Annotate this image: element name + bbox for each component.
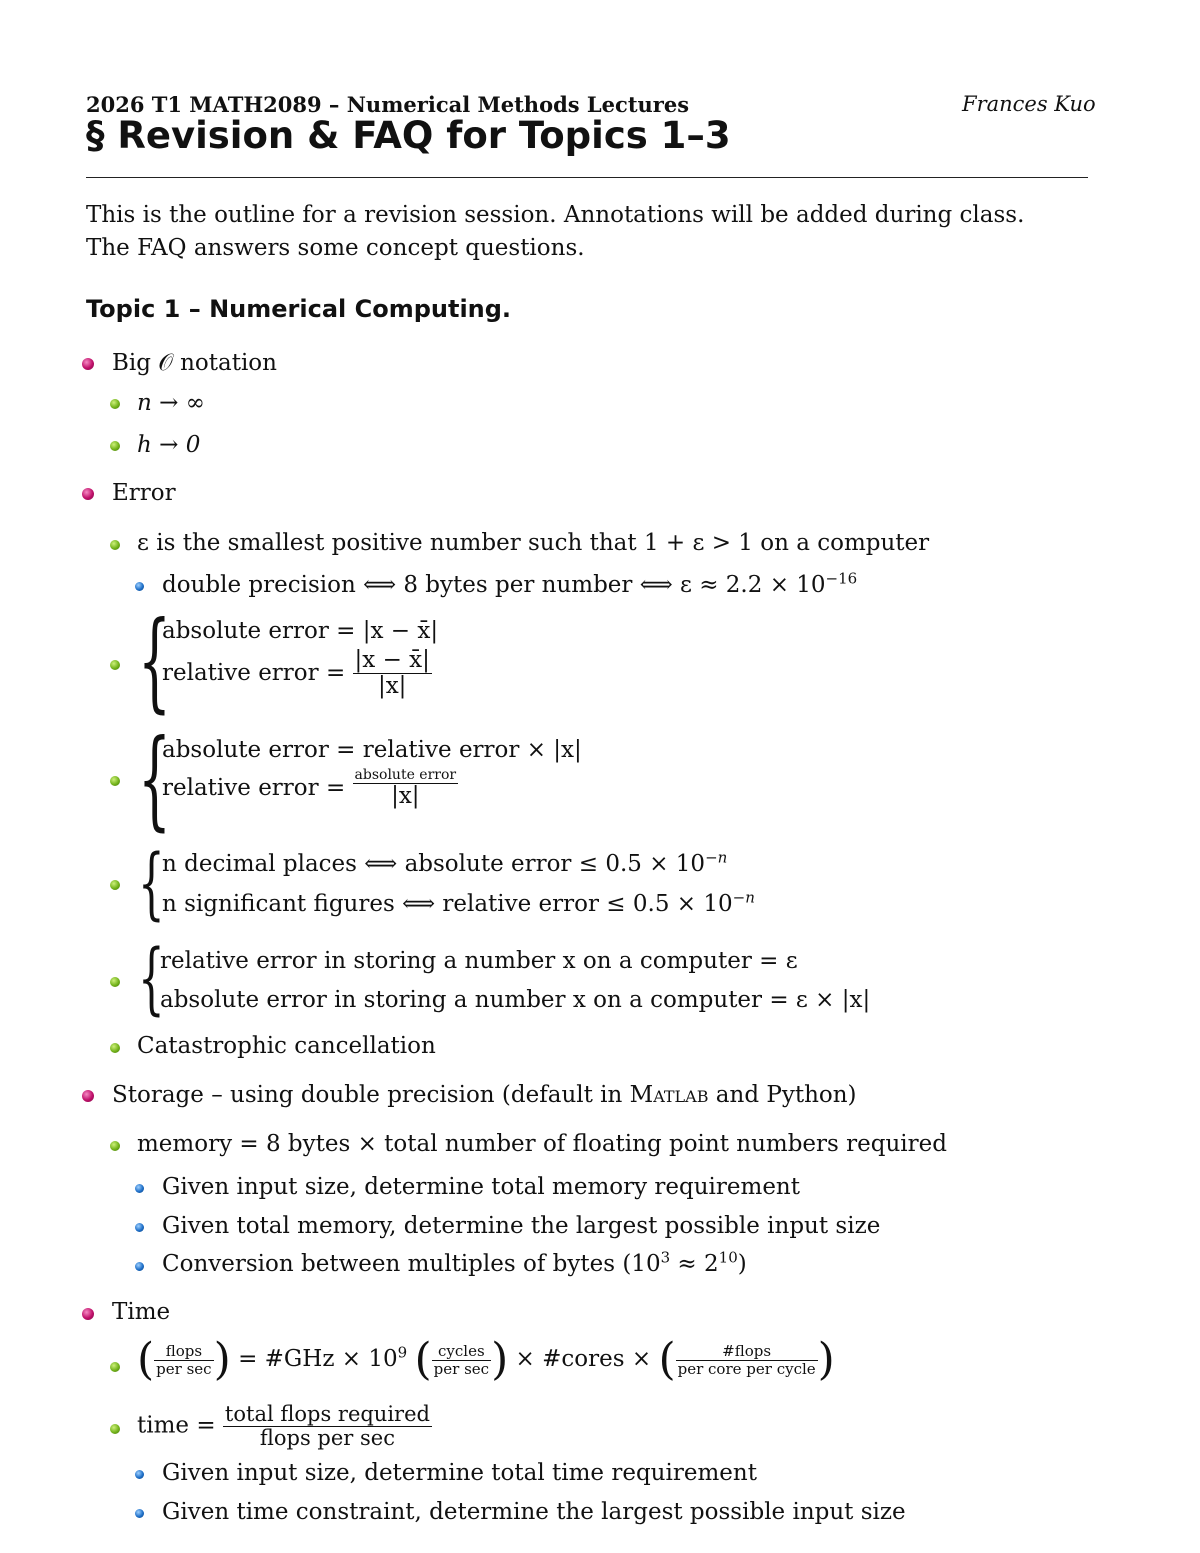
bullet-icon	[110, 1362, 120, 1372]
author-name: Frances Kuo	[962, 92, 1096, 116]
course-header: 2026 T1 MATH2089 – Numerical Methods Lectures	[86, 92, 690, 117]
left-brace: {	[138, 838, 165, 930]
left-brace: {	[138, 599, 171, 724]
page-title: § Revision & FAQ for Topics 1–3	[86, 114, 731, 157]
epsilon-definition: ε is the smallest positive number such that 1 + ε > 1 on a computer	[137, 530, 930, 556]
bullet-icon	[135, 1509, 144, 1518]
decimal-places-line: n decimal places ⟺ absolute error ≤ $0.5 \times 10^{-n}$	[162, 848, 728, 877]
bullet-icon	[110, 441, 120, 451]
bullet-icon	[110, 1424, 120, 1434]
bullet-icon	[110, 399, 120, 409]
bullet-icon	[82, 1308, 94, 1320]
bullet-icon	[135, 1262, 144, 1271]
n-limit: n → ∞	[137, 390, 205, 416]
title-divider	[86, 177, 1088, 178]
time-formula: time = $\frac{\text{total flops required}}{\text{flops per sec}}$	[137, 1402, 430, 1451]
bullet-icon	[110, 776, 120, 786]
time-item: Given time constraint, determine the largest possible input size	[162, 1499, 906, 1525]
bullet-icon	[135, 1223, 144, 1232]
storage-label: Storage – using double precision (default in Matlab and Python)	[112, 1082, 857, 1108]
intro-line-2: The FAQ answers some concept questions.	[86, 235, 585, 261]
error-label: Error	[112, 480, 176, 506]
intro-line-1: This is the outline for a revision session. Annotations will be added during class.	[86, 202, 1025, 228]
absolute-error-from-relative: absolute error = relative error × |x|	[162, 737, 582, 763]
storage-item: Given input size, determine total memory requirement	[162, 1174, 800, 1200]
storing-absolute-error: absolute error in storing a number x on a computer = ε × |x|	[160, 987, 871, 1013]
bullet-icon	[135, 1184, 144, 1193]
bullet-icon	[110, 1141, 120, 1151]
byte-conversion: Conversion between multiples of bytes $(10^3 \approx 2^{10})$	[162, 1248, 747, 1277]
memory-formula: memory = 8 bytes × total number of floating point numbers required	[137, 1131, 947, 1157]
bullet-icon	[82, 1090, 94, 1102]
big-o-label: Big 𝒪 notation	[112, 350, 277, 376]
left-brace: {	[138, 717, 171, 842]
bullet-icon	[110, 880, 120, 890]
flops-formula: ( $\frac{\text{flops}}{\text{per sec}}$ ) = #GHz × $10^9$ ( $\frac{\text{cycles}}{\text{per sec}}$ ) × #cores × ( $\frac{\text{\#flops}}{\text{per core per cycle}}$ )	[137, 1334, 835, 1385]
storing-relative-error: relative error in storing a number x on a computer = ε	[160, 948, 798, 974]
left-brace: {	[138, 933, 165, 1025]
absolute-error-def: absolute error = |x − x̄|	[162, 618, 439, 644]
bullet-icon	[82, 358, 94, 370]
topic-1-heading: Topic 1 – Numerical Computing.	[86, 295, 512, 323]
significant-figures-line: n significant figures ⟺ relative error ≤ $0.5 \times 10^{-n}$	[162, 888, 755, 917]
relative-error-from-absolute: relative error = $\frac{\text{absolute error}}{|x|}$	[162, 767, 457, 810]
time-item: Given input size, determine total time requirement	[162, 1460, 757, 1486]
bullet-icon	[110, 540, 120, 550]
time-label: Time	[112, 1299, 171, 1325]
bullet-icon	[135, 582, 144, 591]
storage-item: Given total memory, determine the largest possible input size	[162, 1213, 881, 1239]
double-precision-line: double precision ⟺ 8 bytes per number ⟺ $\varepsilon \approx 2.2 \times 10^{-16}$	[162, 569, 858, 598]
bullet-icon	[135, 1470, 144, 1479]
h-limit: h → 0	[137, 432, 201, 458]
catastrophic-cancellation: Catastrophic cancellation	[137, 1033, 436, 1059]
bullet-icon	[82, 488, 94, 500]
bullet-icon	[110, 1043, 120, 1053]
bullet-icon	[110, 977, 120, 987]
relative-error-def: relative error = $\frac{|x - x̄|}{|x|}$	[162, 647, 430, 700]
bullet-icon	[110, 660, 120, 670]
